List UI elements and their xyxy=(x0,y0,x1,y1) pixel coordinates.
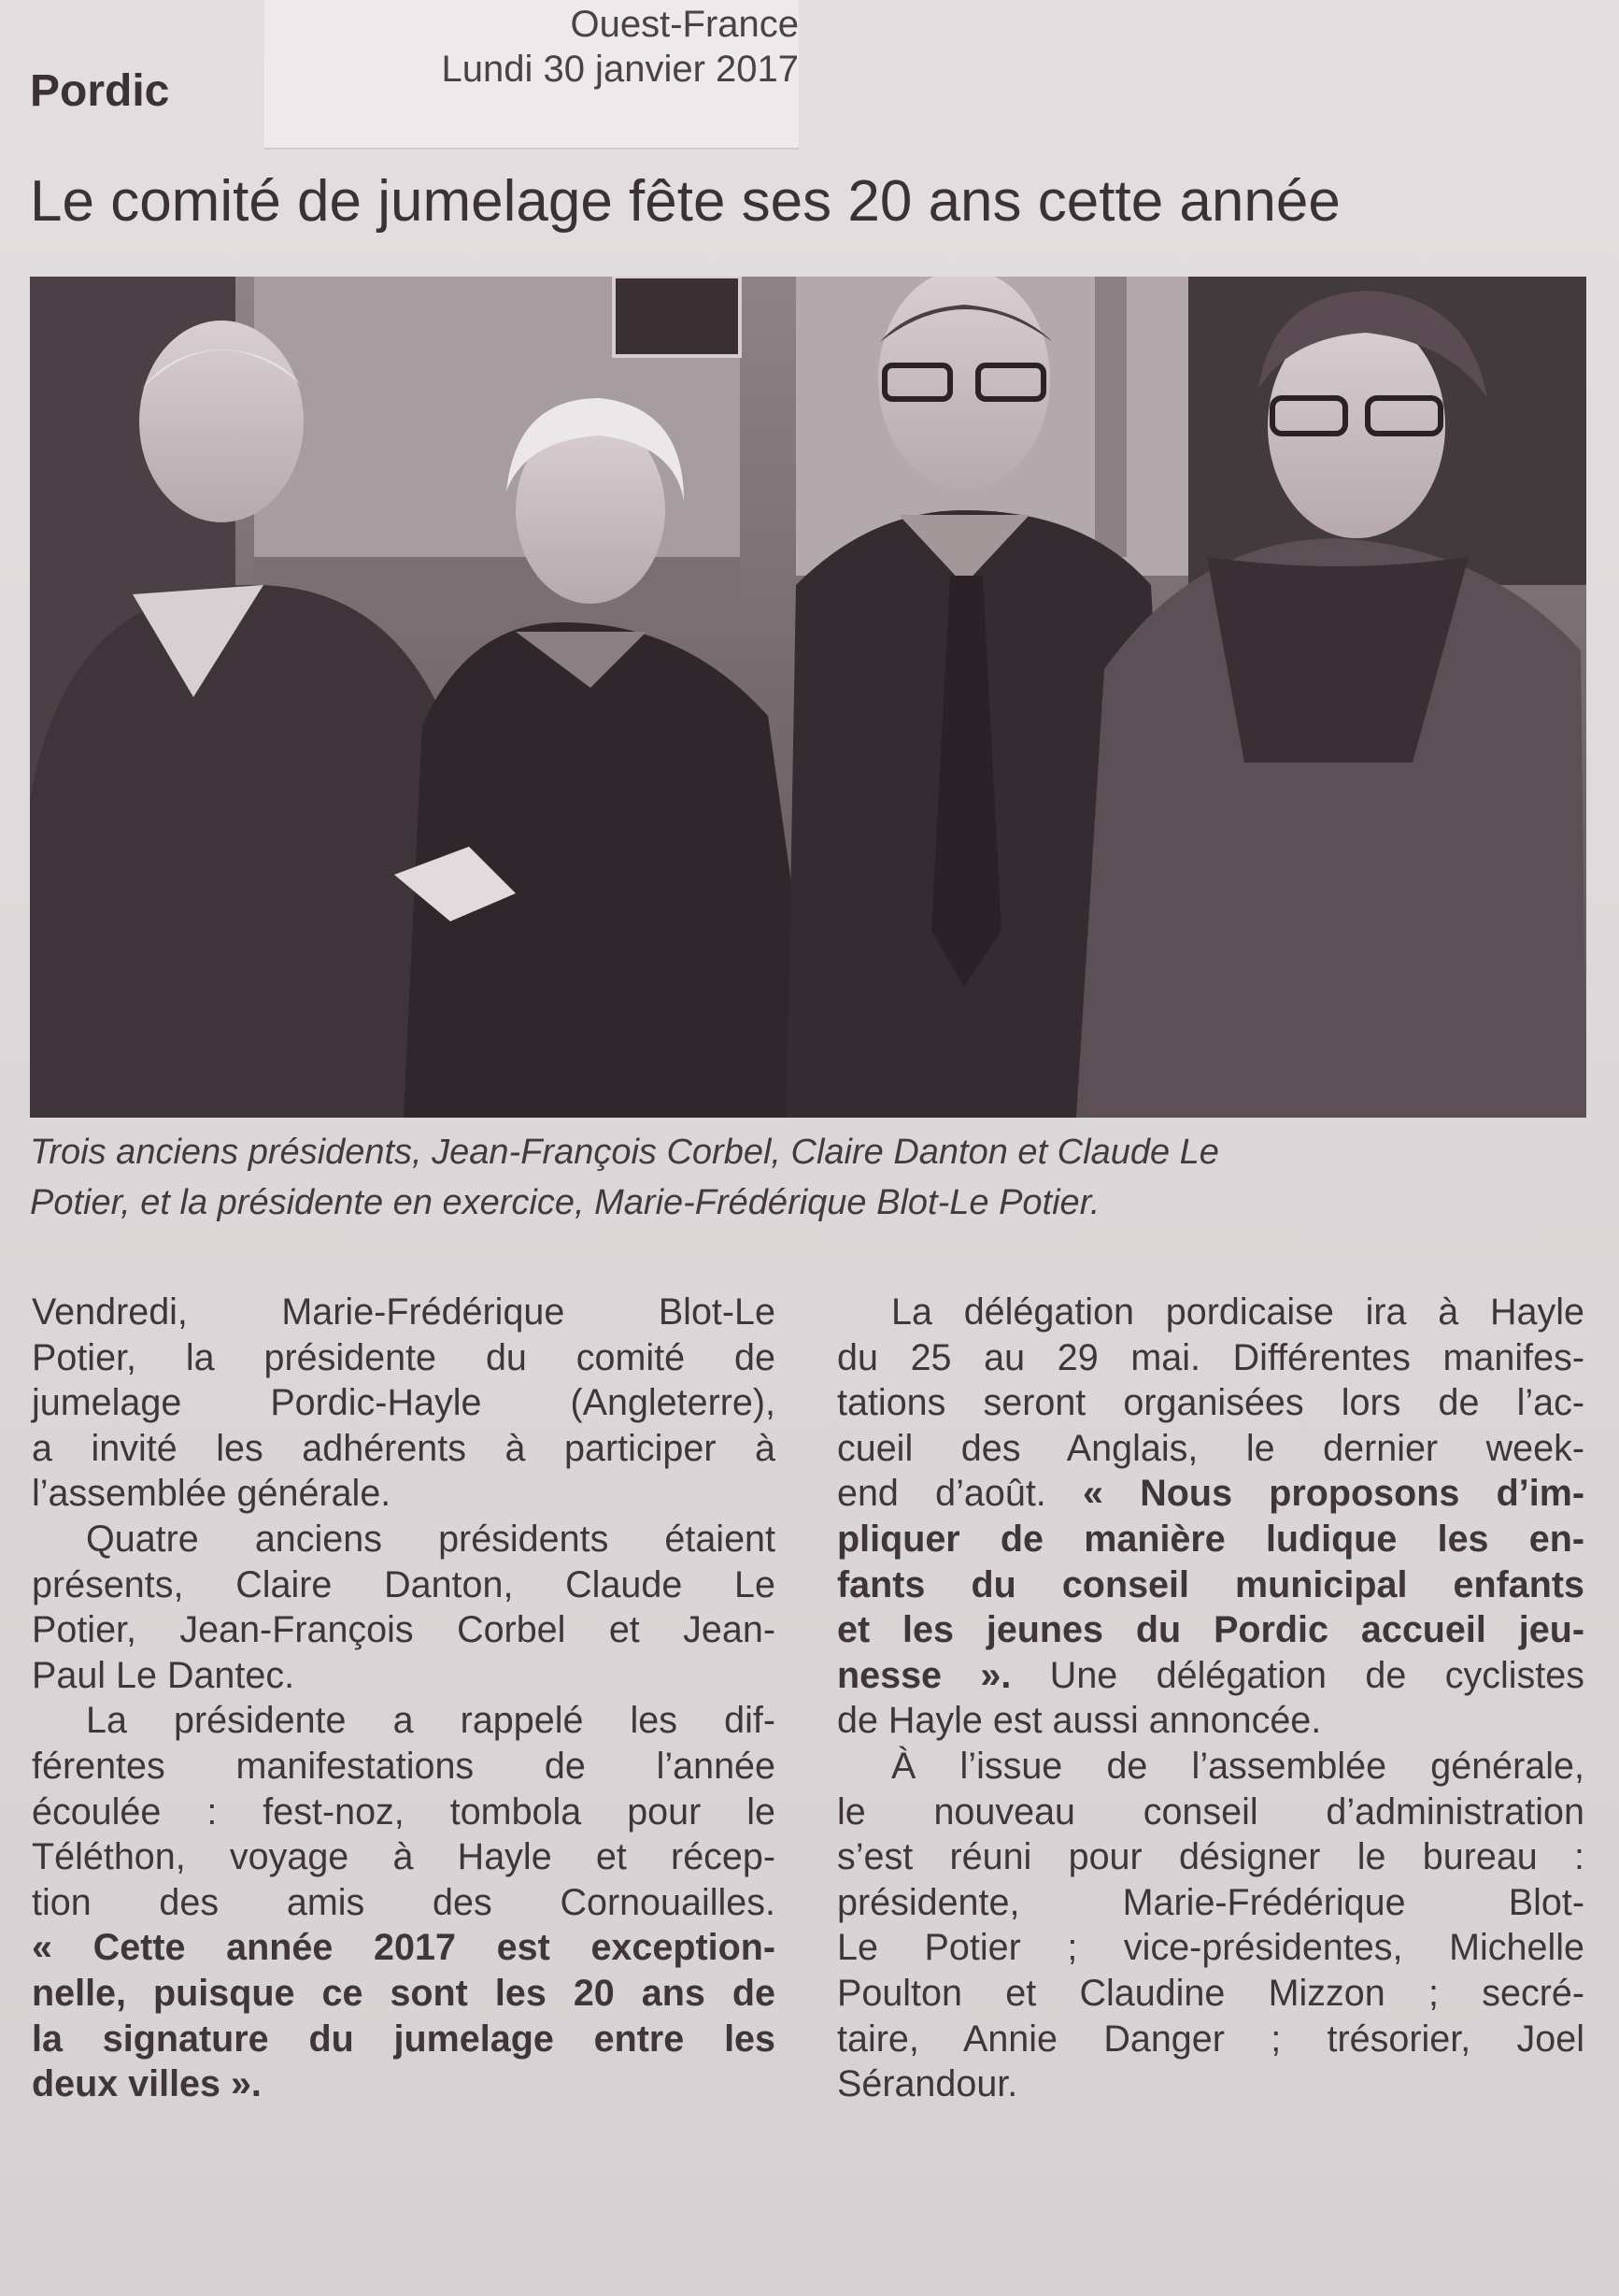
text-line: Potier, Jean-François Corbel et Jean- xyxy=(32,1609,775,1651)
text-line: À l’issue de l’assemblée générale, xyxy=(891,1745,1584,1787)
photo-illustration xyxy=(30,277,1586,1118)
text-line: jumelage Pordic-Hayle (Angleterre), xyxy=(32,1382,775,1424)
text-line: férentes manifestations de l’année xyxy=(32,1745,775,1787)
text-line: deux villes ». xyxy=(32,2063,262,2105)
text-line: de Hayle est aussi annoncée. xyxy=(837,1700,1322,1742)
group-photo xyxy=(30,277,1586,1118)
text-line: La délégation pordicaise ira à Hayle xyxy=(891,1291,1584,1333)
text-line: du 25 au 29 mai. Différentes manifes- xyxy=(837,1336,1584,1378)
source-label xyxy=(264,0,799,150)
text-line: s’est réuni pour désigner le bureau : xyxy=(837,1836,1584,1878)
text-line: et les jeunes du Pordic accueil jeu- xyxy=(837,1609,1584,1651)
photo-caption xyxy=(30,1127,1581,1228)
paragraph-5 xyxy=(837,1471,1584,1744)
text-line: Téléthon, voyage à Hayle et récep- xyxy=(32,1836,775,1878)
text-line: l’assemblée générale. xyxy=(32,1473,391,1515)
article-column-left xyxy=(32,1290,775,2107)
text-line: pliquer de manière ludique les en- xyxy=(837,1518,1584,1560)
paragraph-1 xyxy=(32,1290,775,1517)
caption-line: Trois anciens présidents, Jean-François Corbel, Claire Danton et Claude Le xyxy=(30,1133,1219,1172)
text-line: tations seront organisées lors de l’ac- xyxy=(837,1382,1584,1424)
text-line: tion des amis des Cornouailles. xyxy=(32,1881,775,1923)
text-line: Poulton et Claudine Mizzon ; secré- xyxy=(837,1972,1584,2014)
text-line: présidente, Marie-Frédérique Blot- xyxy=(837,1881,1584,1923)
text-line: le nouveau conseil d’administration xyxy=(837,1790,1584,1833)
text-line: « Cette année 2017 est exception- xyxy=(32,1927,775,1969)
article-column-right xyxy=(837,1290,1584,2107)
quote-run: « Nous proposons d’im- xyxy=(1083,1473,1584,1515)
text-line: fants du conseil municipal enfants xyxy=(837,1563,1584,1605)
paragraph-2 xyxy=(32,1517,775,1698)
text-line: La présidente a rappelé les dif- xyxy=(86,1700,775,1742)
text-line: Vendredi, Marie-Frédérique Blot-Le xyxy=(32,1291,775,1333)
text-line xyxy=(837,1653,1584,1699)
text-line: a invité les adhérents à participer à xyxy=(32,1427,775,1469)
text-line: cueil des Anglais, le dernier week- xyxy=(837,1427,1584,1469)
text-line: taire, Annie Danger ; trésorier, Joel xyxy=(837,2018,1584,2060)
text-line: Quatre anciens présidents étaient xyxy=(86,1518,775,1560)
text-run: Une délégation de cyclistes xyxy=(1011,1654,1585,1696)
paragraph-quote xyxy=(32,1925,775,2106)
paragraph-6 xyxy=(837,1744,1584,2107)
publication-name: Ouest-France xyxy=(570,4,799,45)
caption-line: Potier, et la présidente en exercice, Marie-Frédérique Blot-Le Potier. xyxy=(30,1183,1101,1222)
text-run: end d’août. xyxy=(837,1473,1084,1515)
paragraph-3 xyxy=(32,1698,775,1925)
paragraph-4 xyxy=(837,1290,1584,1471)
text-line: Paul Le Dantec. xyxy=(32,1654,295,1696)
text-line: écoulée : fest-noz, tombola pour le xyxy=(32,1790,775,1833)
text-line: Sérandour. xyxy=(837,2063,1018,2105)
text-line: Le Potier ; vice-présidentes, Michelle xyxy=(837,1927,1584,1969)
quote-run: nesse ». xyxy=(837,1654,1012,1696)
text-line: nelle, puisque ce sont les 20 ans de xyxy=(32,1972,775,2014)
text-line: la signature du jumelage entre les xyxy=(32,2018,775,2060)
source-info xyxy=(276,2,799,92)
text-line xyxy=(837,1471,1584,1517)
text-line: Potier, la présidente du comité de xyxy=(32,1336,775,1378)
section-label: Pordic xyxy=(30,66,170,116)
publication-date: Lundi 30 janvier 2017 xyxy=(441,49,799,90)
article-headline: Le comité de jumelage fête ses 20 ans cette année xyxy=(30,169,1341,234)
text-line: présents, Claire Danton, Claude Le xyxy=(32,1563,775,1605)
